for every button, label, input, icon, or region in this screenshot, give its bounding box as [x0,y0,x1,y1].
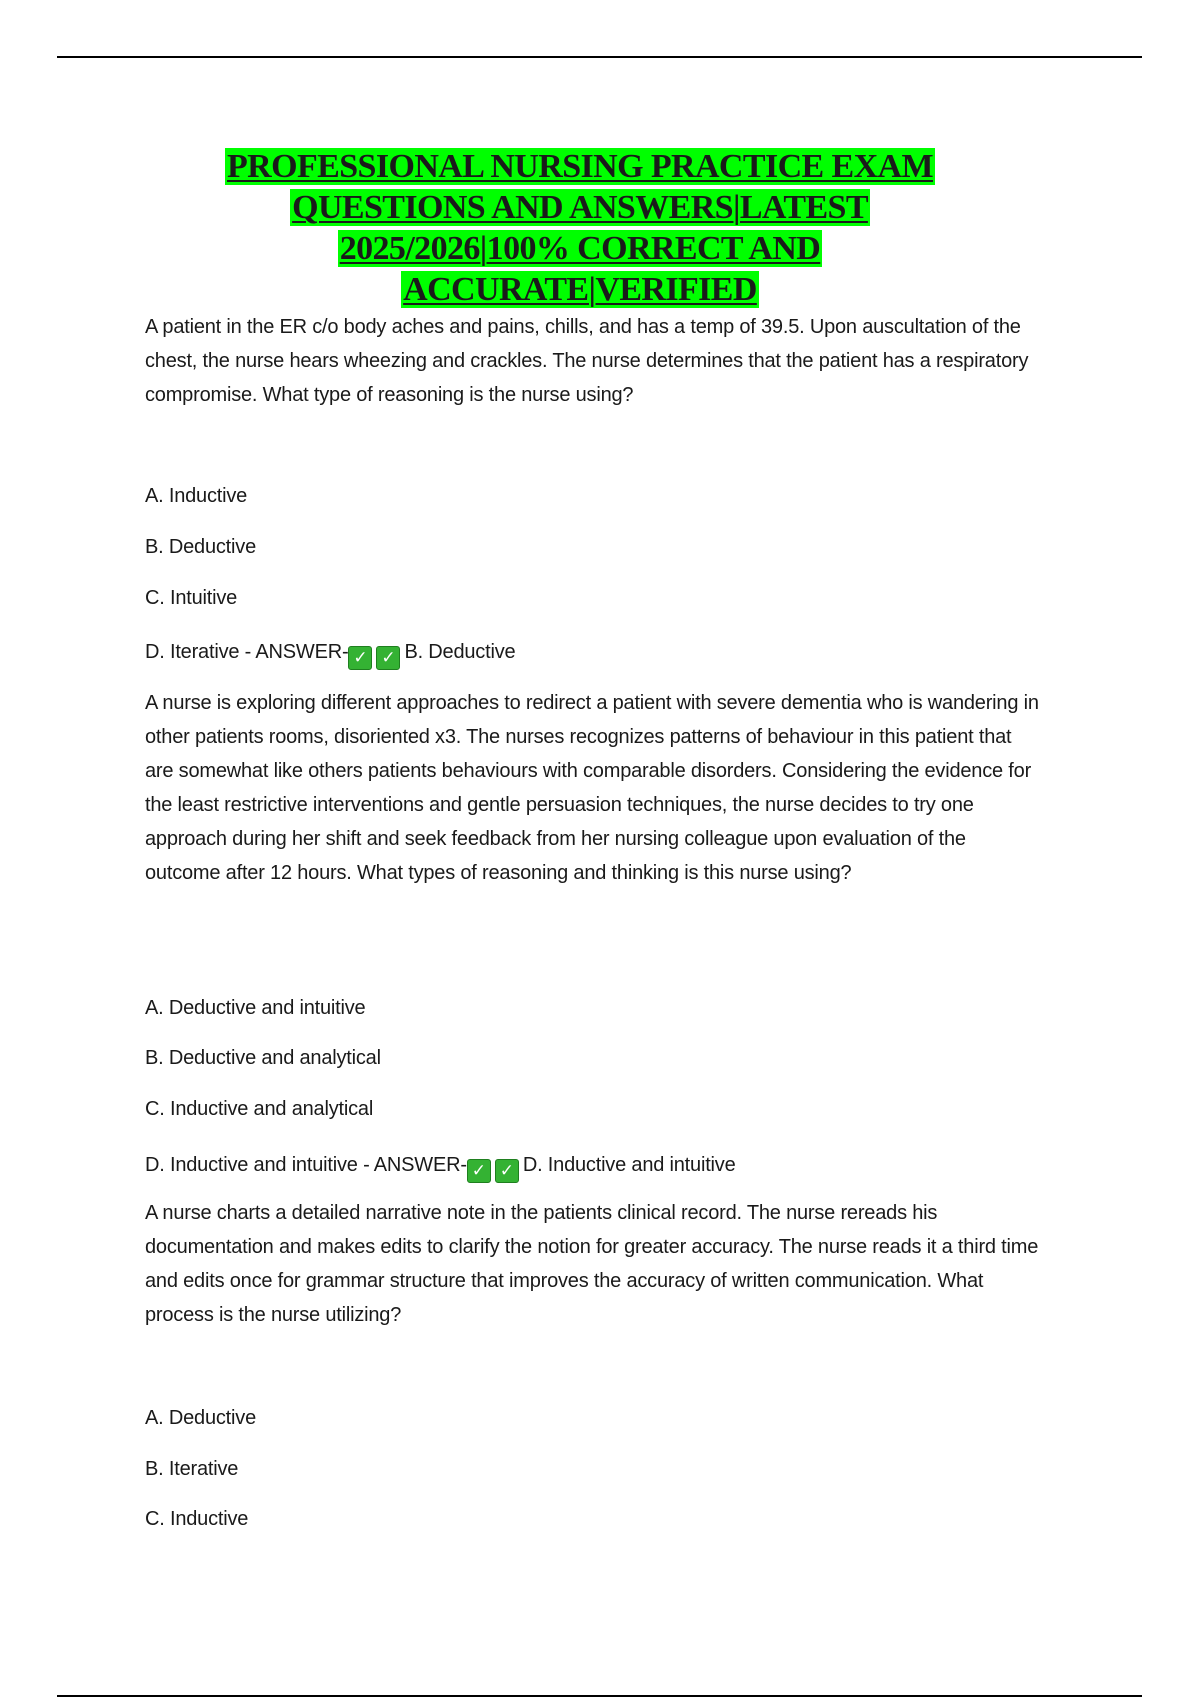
question-3-option-c: C. Inductive [145,1508,249,1530]
question-3-option-a: A. Deductive [145,1407,256,1429]
question-2-option-b: B. Deductive and analytical [145,1047,381,1069]
question-2-answer: D. Inductive and intuitive [522,1154,736,1176]
question-1-option-b: B. Deductive [145,536,256,558]
question-2-answer-line: D. Inductive and intuitive - ANSWER- ✓ ✓ D. Inductive and intuitive [145,1154,736,1181]
question-2-text: A nurse is exploring different approaches to redirect a patient with severe dementia who is wandering in other patients rooms, disoriented x3. The nurses recognizes patterns of behaviour in this patient that are somewhat like others patients behaviours with comparable disorders. Considering the evidence for the least restrictive interventions and gentle persuasion techniques, the nurse decides to try one approach during her shift and seek feedback from her nursing colleague upon evaluation of the outcome after 12 hours. What types of reasoning and thinking is this nurse using? [145,692,1039,884]
question-1-option-c: C. Intuitive [145,587,238,609]
question-1-option-a: A. Inductive [145,485,248,507]
title-line: 2025/2026|100% CORRECT AND [339,230,821,267]
check-mark-icon: ✓ [495,1159,519,1183]
title-line: PROFESSIONAL NURSING PRACTICE EXAM [227,148,933,185]
check-mark-icon: ✓ [467,1159,491,1183]
question-2-option-a: A. Deductive and intuitive [145,997,366,1019]
top-rule [57,56,1142,58]
check-mark-icon: ✓ [348,646,372,670]
question-1-text: A patient in the ER c/o body aches and pains, chills, and has a temp of 39.5. Upon auscultation of the chest, the nurse hears wheezing and crackles. The nurse determines that the patient has a respiratory compromise. What type of reasoning is the nurse using? [145,316,1029,406]
question-2-option-c: C. Inductive and analytical [145,1098,374,1120]
document-title [130,146,1030,310]
bottom-rule [57,1695,1142,1697]
question-1-answer: B. Deductive [404,641,516,663]
title-line: ACCURATE|VERIFIED [403,271,757,308]
question-3-option-b: B. Iterative [145,1458,239,1480]
check-mark-icon: ✓ [376,646,400,670]
title-line: QUESTIONS AND ANSWERS|LATEST [292,189,868,226]
question-3-text: A nurse charts a detailed narrative note in the patients clinical record. The nurse rereads his documentation and makes edits to clarify the notion for greater accuracy. The nurse reads it a third time and edits once for grammar structure that improves the accuracy of written communication. What process is the nurse utilizing? [145,1202,1039,1326]
question-1-answer-line: D. Iterative - ANSWER- ✓ ✓ B. Deductive [145,641,516,668]
